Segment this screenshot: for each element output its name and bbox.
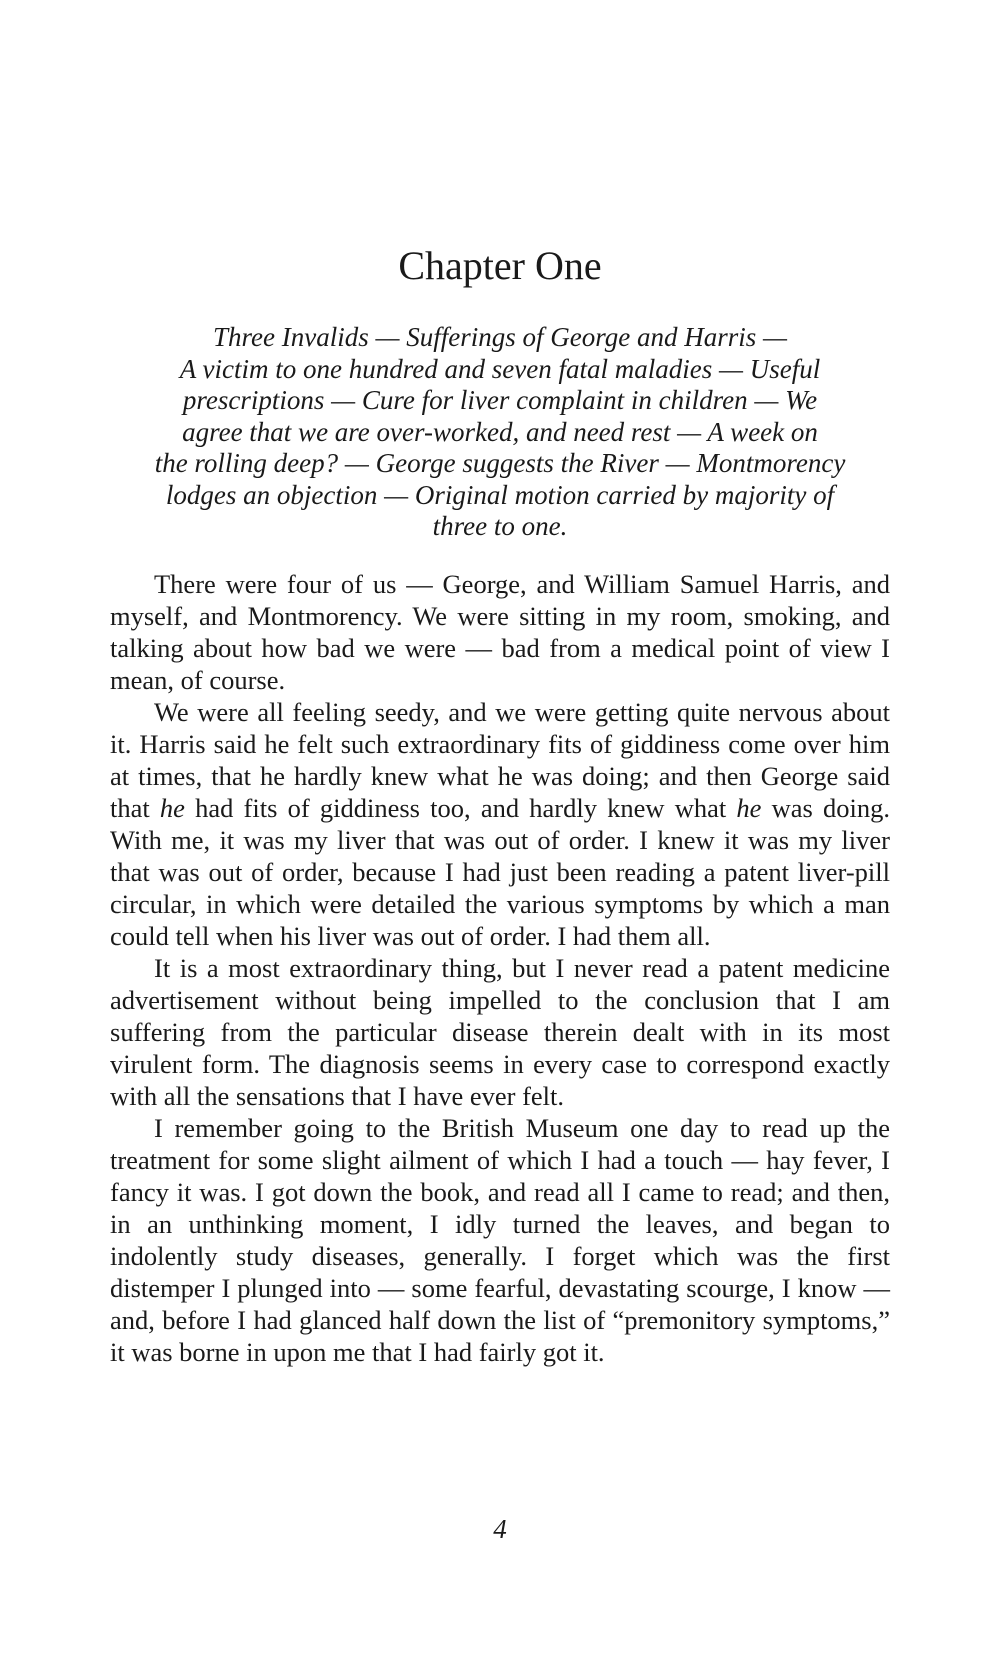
paragraph-2-part: was doing. With me, it was my liver that was out of order. I knew it was my liver that was out of order, because I had just been reading a patent liver-pill circular, in which were detailed the various symptoms by which a man could tell when his liver was out of order. I had them all.	[110, 793, 890, 951]
paragraph-4: I remember going to the British Museum one day to read up the treatment for some slight ailment of which I had a touch — hay fever, I fancy it was. I got down the book, and read all I came to read; and then, in an unthinking moment, I idly turned the leaves, and began to indolently study diseases, generally. I forget which was the first distemper I plunged into — some fearful, devastating scourge, I know — and, before I had glanced half down the list of “premonitory symptoms,” it was borne in upon me that I had fairly got it.	[110, 1113, 890, 1367]
synopsis-line: three to one.	[432, 511, 568, 541]
synopsis-line: Three Invalids — Sufferings of George and Harris —	[213, 322, 787, 352]
chapter-title: Chapter One	[398, 243, 602, 288]
paragraph-1: There were four of us — George, and William Samuel Harris, and myself, and Montmorency. We were sitting in my room, smoking, and talking about how bad we were — bad from a medical point of view I mean, of course.	[110, 569, 890, 695]
chapter-synopsis	[110, 322, 890, 543]
page-number: 4	[493, 1514, 507, 1544]
paragraph-2-part: We were all feeling seedy, and we were getting quite nervous about it. Harris said he felt such extraordinary fits of giddiness come over him at times, that he hardly knew what he was doing; and then George said that	[110, 697, 890, 823]
synopsis-line: prescriptions — Cure for liver complaint in children — We	[182, 385, 818, 415]
synopsis-line: agree that we are over-worked, and need rest — A week on	[182, 416, 818, 447]
synopsis-line: lodges an objection — Original motion carried by majority of	[165, 479, 835, 510]
emphasis: he	[736, 793, 762, 823]
body-text	[110, 568, 890, 1368]
emphasis: he	[159, 793, 185, 823]
paragraph-2	[110, 696, 890, 952]
paragraph-2-part: had fits of giddiness too, and hardly knew what	[184, 793, 737, 823]
synopsis-line: A victim to one hundred and seven fatal maladies — Useful	[179, 353, 821, 384]
paragraph-3: It is a most extraordinary thing, but I never read a patent medicine advertisement without being impelled to the conclusion that I am suffering from the particular disease therein dealt with in its most virulent form. The diagnosis seems in every case to correspond exactly with all the sensations that I have ever felt.	[110, 953, 890, 1111]
synopsis-line: the rolling deep? — George suggests the River — Montmorency	[154, 448, 846, 478]
